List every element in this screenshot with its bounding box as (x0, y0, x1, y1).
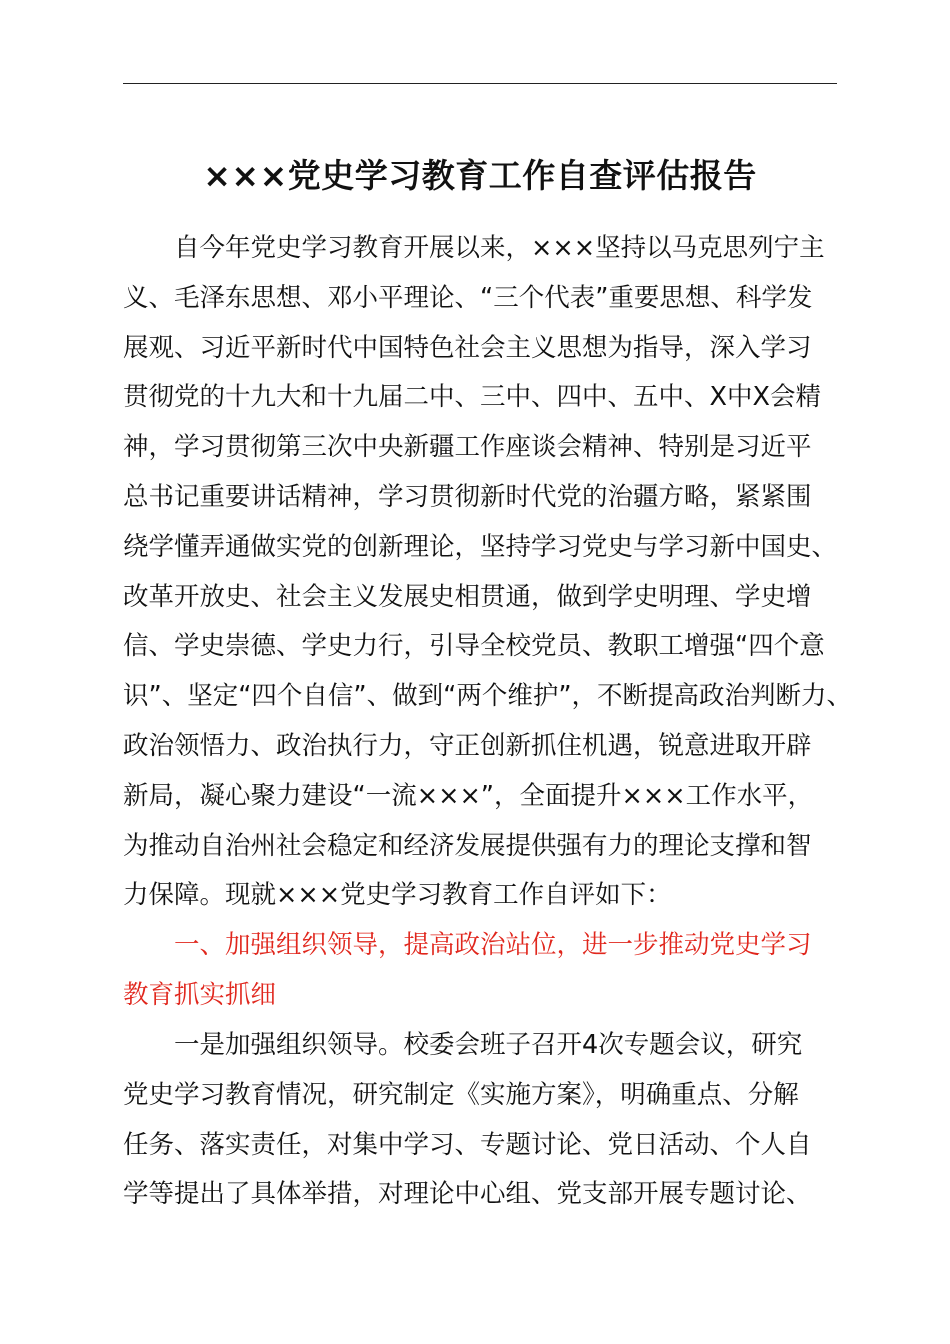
paragraph-line: 一是加强组织领导。校委会班子召开4次专题会议，研究 (174, 1030, 803, 1060)
paragraph-line: 为推动自治州社会稳定和经济发展提供强有力的理论支撑和智 (123, 830, 812, 861)
paragraph-line: 任务、落实责任，对集中学习、专题讨论、党日活动、个人自 (123, 1129, 812, 1160)
paragraph-line: 新局，凝心聚力建设“一流×××”，全面提升×××工作水平， (123, 780, 814, 811)
paragraph-line: 自今年党史学习教育开展以来，×××坚持以马克思列宁主 (174, 233, 825, 263)
paragraph-line: 信、学史崇德、学史力行，引导全校党员、教职工增强“四个意 (123, 631, 825, 662)
paragraph-line: 总书记重要讲话精神，学习贯彻新时代党的治疆方略，紧紧围 (123, 481, 812, 512)
paragraph-line: 义、毛泽东思想、邓小平理论、“三个代表”重要思想、科学发 (123, 282, 813, 313)
top-rule (123, 83, 837, 84)
paragraph-line: 政治领悟力、政治执行力，守正创新抓住机遇，锐意进取开辟 (123, 730, 812, 761)
document-title: ×××党史学习教育工作自查评估报告 (203, 156, 757, 195)
heading-line: 教育抓实抓细 (123, 979, 277, 1010)
heading-line: 一、加强组织领导，提高政治站位，进一步推动党史学习 (174, 930, 812, 960)
paragraph-line: 识”、坚定“四个自信”、做到“两个维护”，不断提高政治判断力、 (123, 681, 853, 712)
paragraph-line: 贯彻党的十九大和十九届二中、三中、四中、五中、X中X会精 (123, 382, 821, 413)
paragraph-line: 学等提出了具体举措，对理论中心组、党支部开展专题讨论、 (123, 1179, 812, 1210)
paragraph-line: 党史学习教育情况，研究制定《实施方案》，明确重点、分解 (123, 1079, 799, 1110)
paragraph-line: 绕学懂弄通做实党的创新理论，坚持学习党史与学习新中国史、 (123, 531, 838, 562)
paragraph-intro (123, 224, 863, 921)
paragraph-line: 展观、习近平新时代中国特色社会主义思想为指导，深入学习 (123, 332, 812, 363)
paragraph-organization (123, 1021, 863, 1220)
paragraph-line: 改革开放史、社会主义发展史相贯通，做到学史明理、学史增 (123, 581, 812, 612)
section-heading-1 (123, 921, 863, 1021)
paragraph-line: 神，学习贯彻第三次中央新疆工作座谈会精神、特别是习近平 (123, 432, 812, 463)
paragraph-line: 力保障。现就×××党史学习教育工作自评如下： (123, 880, 672, 911)
